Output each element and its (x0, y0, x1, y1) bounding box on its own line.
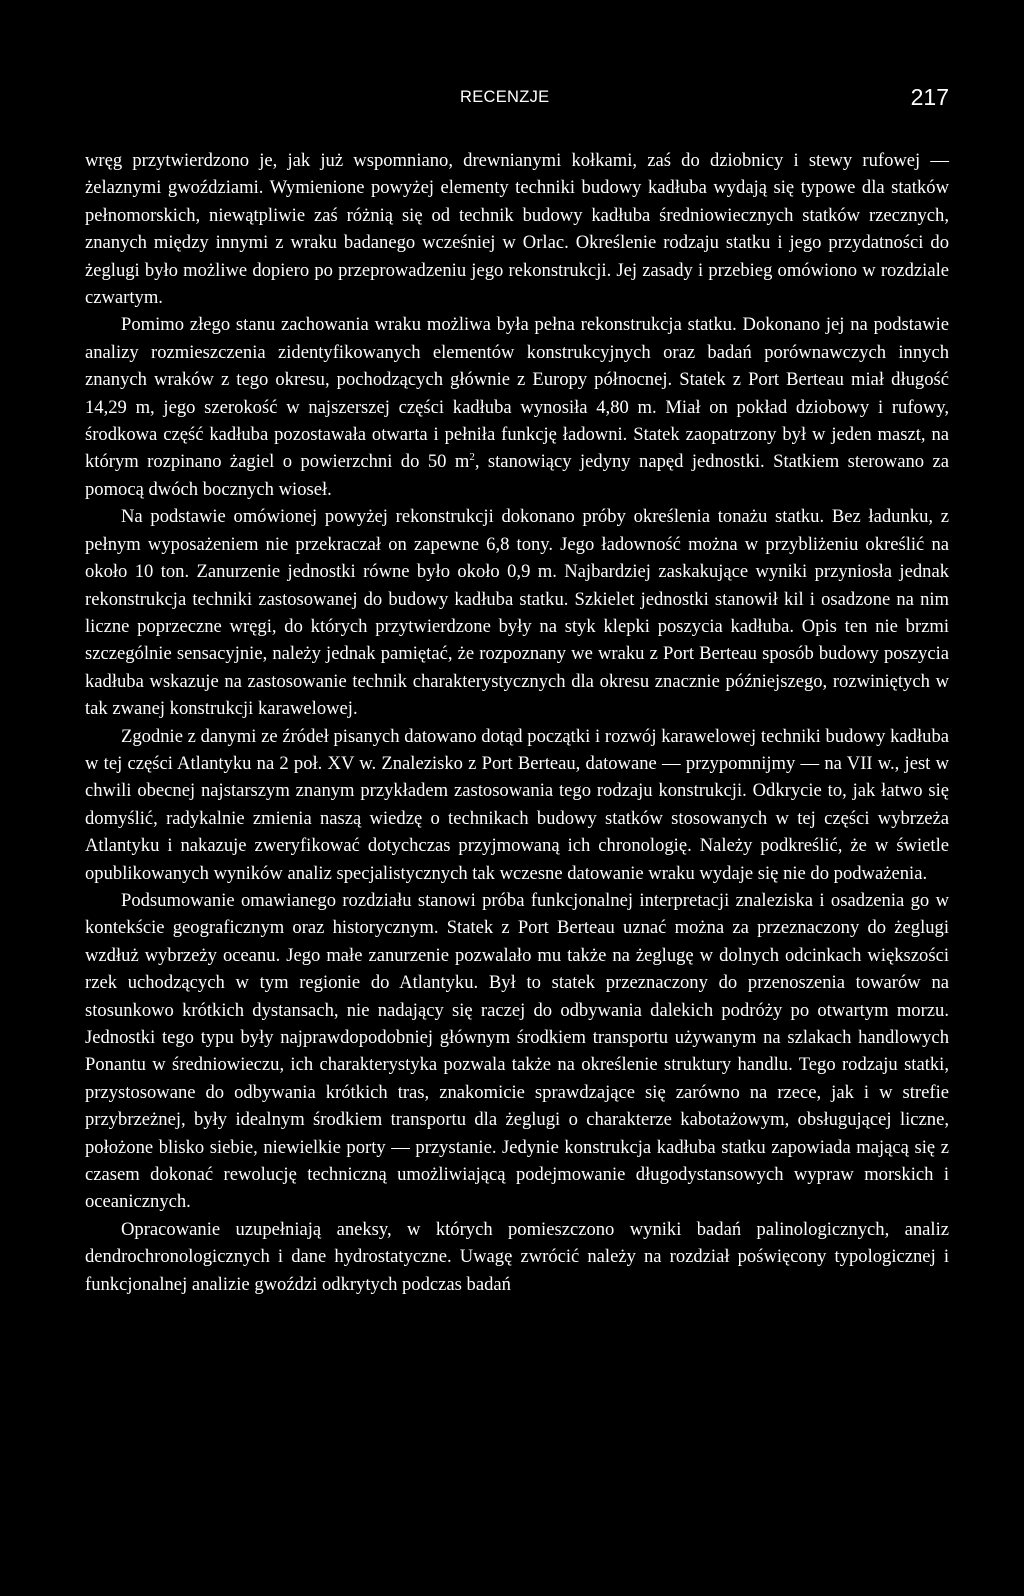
paragraph-3: Na podstawie omówionej powyżej rekonstrukcji dokonano próby określenia tonażu statku. Bez ładunku, z pełnym wyposażeniem nie przekraczał on zapewne 6,8 tony. Jego ładowność można w przybliżeniu określić na około 10 ton. Zanurzenie jednostki równe było około 0,9 m. Najbardziej zaskakujące wyniki przyniosła jednak rekonstrukcja techniki zastosowanej do budowy kadłuba statku. Szkielet jednostki stanowił kil i osadzone na nim liczne poprzeczne wręgi, do których przytwierdzone były na styk klepki poszycia kadłuba. Opis ten nie brzmi szczególnie sensacyjnie, należy jednak pamiętać, że rozpoznany we wraku z Port Berteau sposób budowy poszycia kadłuba wskazuje na zastosowanie technik charakterystycznych dla okresu znacznie późniejszego, rozwiniętych w tak zwanej konstrukcji karawelowej. (85, 506, 949, 720)
running-header (85, 82, 949, 112)
section-title: RECENZJE (460, 88, 550, 106)
paragraph-2-text-b: , stanowiący jedyny napęd jednostki. Statkiem sterowano za pomocą dwóch bocznych wioseł. (85, 451, 949, 500)
paragraph-1: wręg przytwierdzono je, jak już wspomniano, drewnianymi kołkami, zaś do dziobnicy i stewy rufowej — żelaznymi gwoździami. Wymienione powyżej elementy techniki budowy kadłuba wydają się typowe dla statków pełnomorskich, niewątpliwie zaś różnią się od technik budowy kadłuba średniowiecznych statków rzecznych, znanych między innymi z wraku badanego wcześniej w Orlac. Określenie rodzaju statku i jego przydatności do żeglugi było możliwe dopiero po przeprowadzeniu jego rekonstrukcji. Jej zasady i przebieg omówiono w rozdziale czwartym. (85, 150, 949, 309)
superscript-squared: 2 (469, 451, 475, 464)
body-text (85, 147, 949, 1298)
paragraph-5: Podsumowanie omawianego rozdziału stanowi próba funkcjonalnej interpretacji znaleziska i osadzenia go w kontekście geograficznym oraz historycznym. Statek z Port Berteau uznać można za przeznaczony do żeglugi wzdłuż wybrzeży oceanu. Jego małe zanurzenie pozwalało mu także na żeglugę w dolnych odcinkach większości rzek uchodzących w tym regionie do Atlantyku. Był to statek przeznaczony do przenoszenia towarów na stosunkowo krótkich dystansach, nie nadający się raczej do odbywania dalekich podróży po otwartym morzu. Jednostki tego typu były najprawdopodobniej głównym środkiem transportu używanym na szlakach handlowych Ponantu w średniowieczu, ich charakterystyka pozwala także na określenie struktury handlu. Tego rodzaju statki, przystosowane do odbywania krótkich tras, znakomicie sprawdzające się zarówno na rzece, jak i w strefie przybrzeżnej, były idealnym środkiem transportu dla żeglugi o charakterze kabotażowym, obsługującej liczne, położone blisko siebie, niewielkie porty — przystanie. Jedynie konstrukcja kadłuba statku zapowiada mającą się z czasem dokonać rewolucję techniczną umożliwiającą podejmowanie długodystansowych wypraw morskich i oceanicznych. (85, 889, 949, 1213)
paragraph-6: Opracowanie uzupełniają aneksy, w których pomieszczono wyniki badań palinologicznych, analiz dendrochronologicznych i dane hydrostatyczne. Uwagę zwrócić należy na rozdział poświęcony typologicznej i funkcjonalnej analizie gwoździ odkrytych podczas badań (85, 1218, 949, 1295)
paragraph-4: Zgodnie z danymi ze źródeł pisanych datowano dotąd początki i rozwój karawelowej techniki budowy kadłuba w tej części Atlantyku na 2 poł. XV w. Znalezisko z Port Berteau, datowane — przypomnijmy — na VII w., jest w chwili obecnej najstarszym znanym przykładem zastosowania tego rodzaju konstrukcji. Odkrycie to, jak łatwo się domyślić, radykalnie zmienia naszą wiedzę o technikach budowy statków stosowanych w tej części wybrzeża Atlantyku i nakazuje zweryfikować dotychczas przyjmowaną ich chronologię. Należy podkreślić, że w świetle opublikowanych wyników analiz specjalistycznych tak wczesne datowanie wraku wydaje się nie do podważenia. (85, 725, 949, 884)
paragraph-2 (85, 311, 949, 503)
book-page (85, 82, 949, 1298)
page-number: 217 (910, 84, 949, 110)
paragraph-2-text-a: Pomimo złego stanu zachowania wraku możliwa była pełna rekonstrukcja statku. Dokonano jej na podstawie analizy rozmieszczenia zidentyfikowanych elementów konstrukcyjnych oraz badań porównawczych innych znanych wraków z tego okresu, pochodzących głównie z Europy północnej. Statek z Port Berteau miał długość 14,29 m, jego szerokość w najszerszej części kadłuba wynosiła 4,80 m. Miał on pokład dziobowy i rufowy, środkowa część kadłuba pozostawała otwarta i pełniła funkcję ładowni. Statek zaopatrzony był w jeden maszt, na którym rozpinano żagiel o powierzchni do 50 m (85, 314, 949, 473)
